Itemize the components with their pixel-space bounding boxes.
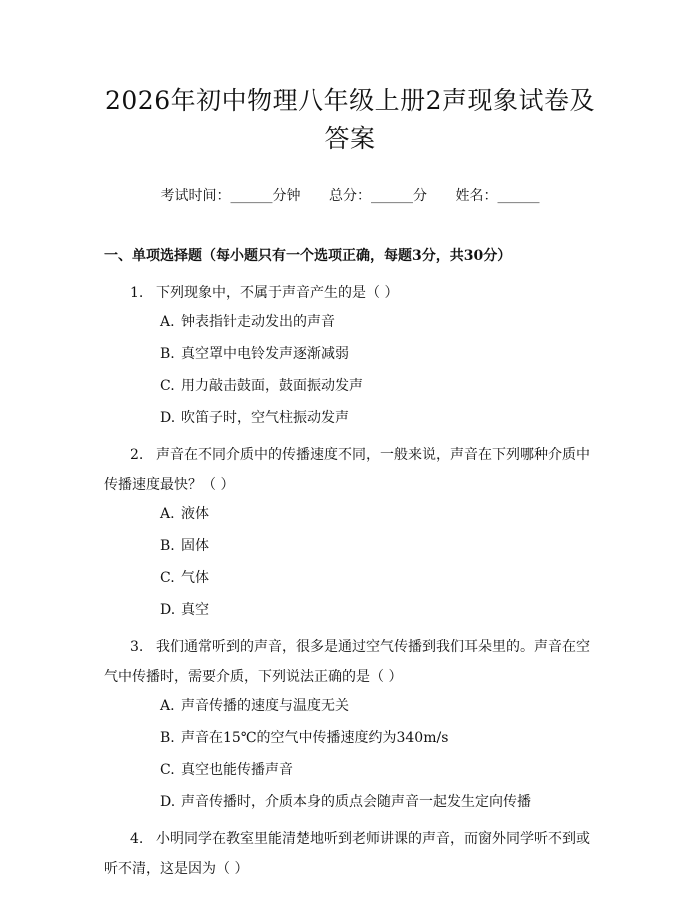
option-text: 用力敲击鼓面，鼓面振动发声: [181, 378, 363, 394]
option-list: [104, 312, 596, 428]
option-text: 钟表指针走动发出的声音: [181, 314, 335, 330]
option-text: 声音传播时，介质本身的质点会随声音一起发生定向传播: [181, 794, 531, 810]
option-text: 液体: [181, 506, 209, 522]
question-stem: [104, 632, 596, 692]
option-b: [104, 536, 596, 556]
question-stem: [104, 278, 596, 308]
option-d: [104, 408, 596, 428]
option-text: 声音传播的速度与温度无关: [181, 698, 349, 714]
option-text: 真空也能传播声音: [181, 762, 293, 778]
question-2: [104, 440, 596, 620]
option-text: 吹笛子时，空气柱振动发声: [181, 410, 349, 426]
option-key: D.: [160, 410, 176, 426]
question-4: [104, 824, 596, 884]
question-number: 3.: [130, 639, 144, 655]
meta-exam-time-blank: ______: [230, 188, 273, 204]
question-3: [104, 632, 596, 812]
option-key: A.: [160, 314, 175, 330]
option-text: 真空: [181, 602, 209, 618]
exam-meta: [104, 186, 596, 206]
meta-total-score: [329, 186, 427, 206]
option-c: [104, 760, 596, 780]
option-text: 声音在15℃的空气中传播速度约为340m/s: [181, 730, 449, 746]
option-b: [104, 344, 596, 364]
option-list: [104, 504, 596, 620]
option-key: B.: [160, 730, 175, 746]
option-c: [104, 376, 596, 396]
option-key: B.: [160, 538, 175, 554]
meta-exam-time-unit: 分钟: [272, 188, 301, 204]
option-b: [104, 728, 596, 748]
option-d: [104, 600, 596, 620]
question-text: 声音在不同介质中的传播速度不同，一般来说，声音在下列哪种介质中传播速度最快？（ ）: [104, 447, 590, 493]
question-text: 我们通常听到的声音，很多是通过空气传播到我们耳朵里的。声音在空气中传播时，需要介质，下列说法正确的是（ ）: [104, 639, 590, 685]
meta-name-blank: ______: [497, 188, 540, 204]
option-key: B.: [160, 346, 175, 362]
meta-exam-time-label: 考试时间：: [160, 188, 231, 204]
meta-total-score-label: 总分：: [329, 188, 371, 204]
question-number: 2.: [130, 447, 144, 463]
option-key: C.: [160, 570, 175, 586]
meta-total-score-blank: ______: [371, 188, 413, 204]
option-key: A.: [160, 698, 175, 714]
option-key: D.: [160, 602, 176, 618]
option-d: [104, 792, 596, 812]
meta-name: [455, 186, 539, 206]
option-text: 真空罩中电铃发声逐渐减弱: [181, 346, 349, 362]
option-list: [104, 696, 596, 812]
option-c: [104, 568, 596, 588]
exam-title: 2026年初中物理八年级上册2声现象试卷及答案: [104, 86, 596, 153]
option-key: D.: [160, 794, 176, 810]
question-stem: [104, 824, 596, 884]
question-text: 下列现象中，不属于声音产生的是（ ）: [156, 285, 399, 301]
question-stem: [104, 440, 596, 500]
option-a: [104, 696, 596, 716]
option-text: 气体: [181, 570, 209, 586]
option-key: C.: [160, 378, 175, 394]
meta-total-score-unit: 分: [413, 188, 427, 204]
question-number: 1.: [130, 285, 144, 301]
section-heading-single-choice: 一、单项选择题（每小题只有一个选项正确，每题3分，共30分）: [104, 248, 512, 264]
option-key: C.: [160, 762, 175, 778]
meta-name-label: 姓名：: [455, 188, 498, 204]
question-number: 4.: [130, 831, 144, 847]
option-a: [104, 504, 596, 524]
option-a: [104, 312, 596, 332]
option-text: 固体: [181, 538, 209, 554]
question-text: 小明同学在教室里能清楚地听到老师讲课的声音，而窗外同学听不到或听不清，这是因为（ ）: [104, 831, 590, 877]
option-key: A.: [160, 506, 175, 522]
question-1: [104, 278, 596, 428]
meta-exam-time: [161, 186, 301, 206]
